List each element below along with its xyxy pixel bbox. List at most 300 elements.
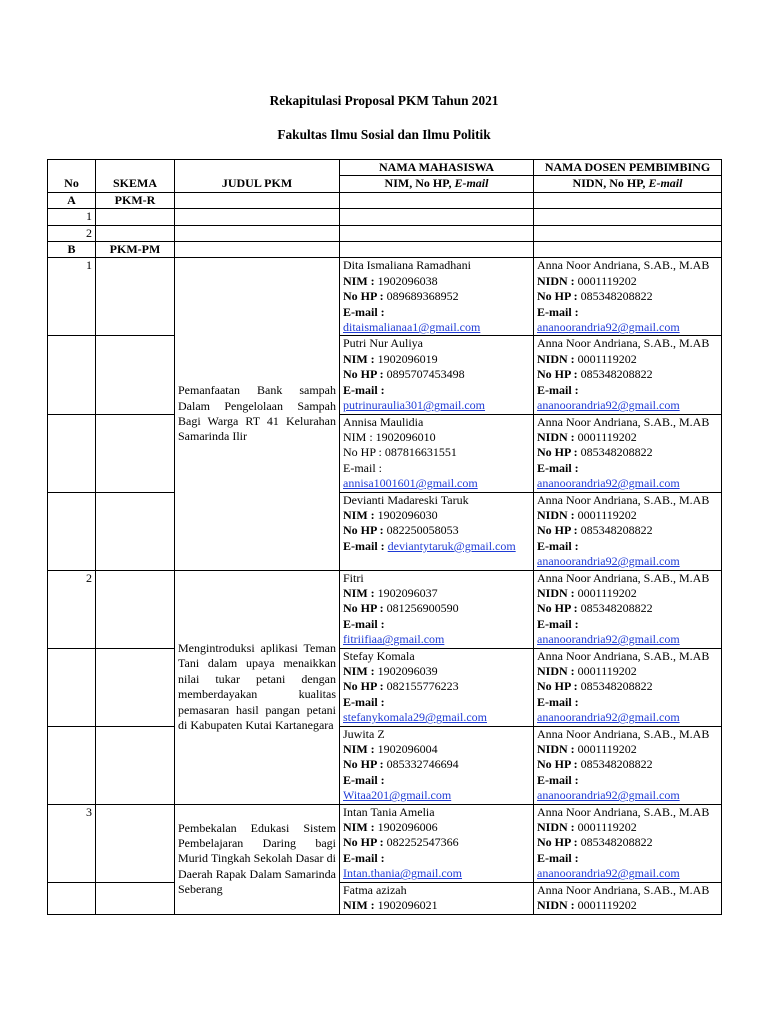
document-subtitle: Fakultas Ilmu Sosial dan Ilmu Politik <box>277 127 491 142</box>
dosen-hp-line <box>537 835 718 850</box>
dosen-cell <box>534 804 722 882</box>
dosen-email-link[interactable]: ananoorandria92@gmail.com <box>537 398 680 413</box>
dosen-name: Anna Noor Andriana, S.AB., M.AB <box>537 726 710 741</box>
dosen-name-line <box>537 649 718 664</box>
student-hp-line <box>343 679 530 694</box>
judul-cell: Mengintroduksi aplikasi Teman Tani dalam upaya menaikkan nilai tukar petani dengan memberdayakan kualitas pemasaran hasil pangan petani di Kabupaten Kutai Kartanegara <box>175 570 340 804</box>
nohp-label: No HP : <box>537 835 581 850</box>
student-email-link[interactable]: putrinuraulia301@gmail.com <box>343 398 486 413</box>
empty-no-cell <box>48 882 96 914</box>
student-email-link[interactable]: deviantytaruk@gmail.com <box>387 538 516 553</box>
student-row <box>48 804 722 882</box>
section-a-item-no: 2 <box>48 225 96 241</box>
dosen-hp: 085348208822 <box>580 289 653 304</box>
student-name-line <box>343 805 530 820</box>
empty-skema-cell <box>96 336 175 414</box>
nohp-label: No HP : <box>343 445 385 460</box>
student-row <box>48 882 722 914</box>
section-a-item-row <box>48 209 722 225</box>
student-row <box>48 570 722 648</box>
dosen-name: Anna Noor Andriana, S.AB., M.AB <box>537 804 710 819</box>
student-nim: 1902096010 <box>375 429 436 444</box>
dosen-nidn-line <box>537 430 718 445</box>
student-hp-line <box>343 601 530 616</box>
dosen-nidn: 0001119202 <box>577 429 637 444</box>
dosen-hp-line <box>537 367 718 382</box>
empty-cell <box>175 192 340 208</box>
group-no: 3 <box>48 804 96 882</box>
student-cell <box>340 882 534 914</box>
student-hp-line <box>343 835 530 850</box>
empty-cell <box>534 225 722 241</box>
dosen-info <box>537 649 718 726</box>
section-a-skema: PKM-R <box>96 192 175 208</box>
empty-cell <box>96 225 175 241</box>
student-hp-line <box>343 367 530 382</box>
dosen-hp: 085348208822 <box>580 835 653 850</box>
dosen-info <box>537 258 718 335</box>
empty-no-cell <box>48 492 96 570</box>
email-label: E-mail : <box>537 304 579 319</box>
student-email-line <box>343 632 530 647</box>
section-a-letter: A <box>48 192 96 208</box>
student-info <box>343 336 530 413</box>
student-nim: 1902096030 <box>377 507 438 522</box>
student-nim-line <box>343 664 530 679</box>
email-label: E-mail : <box>537 460 579 475</box>
header-skema: SKEMA <box>96 160 175 193</box>
student-hp: 082252547366 <box>386 835 459 850</box>
dosen-nidn-line <box>537 664 718 679</box>
email-label: E-mail : <box>343 694 385 709</box>
student-nim-line <box>343 820 530 835</box>
student-name-line <box>343 727 530 742</box>
empty-no-cell <box>48 726 96 804</box>
judul-cell: Pembekalan Edukasi Sistem Pembelajaran Daring bagi Murid Tingkah Sekolah Dasar di Daerah Rapak Dalam Samarinda Seberang <box>175 804 340 914</box>
student-name-line <box>343 649 530 664</box>
student-hp-line <box>343 523 530 538</box>
nohp-label: No HP : <box>537 601 581 616</box>
nidn-label: NIDN : <box>537 898 578 913</box>
nim-label: NIM : <box>343 507 378 522</box>
student-row <box>48 726 722 804</box>
nohp-label: No HP : <box>343 757 387 772</box>
dosen-cell <box>534 492 722 570</box>
nidn-label: NIDN : <box>537 585 578 600</box>
dosen-cell <box>534 570 722 648</box>
student-email-link[interactable]: annisa1001601@gmail.com <box>343 476 478 491</box>
empty-no-cell <box>48 648 96 726</box>
header-no: No <box>48 160 96 193</box>
student-hp: 082250058053 <box>386 523 459 538</box>
email-label: E-mail : <box>343 382 385 397</box>
dosen-nidn: 0001119202 <box>577 273 637 288</box>
student-cell <box>340 726 534 804</box>
student-nim-line <box>343 898 530 913</box>
student-nim: 1902096039 <box>377 664 438 678</box>
student-email-line <box>343 788 530 803</box>
student-email-link[interactable]: stefanykomala29@gmail.com <box>343 710 488 725</box>
empty-cell <box>340 192 534 208</box>
student-name: Annisa Maulidia <box>343 414 424 429</box>
student-nim: 1902096021 <box>377 898 438 913</box>
email-label: E-mail : <box>343 538 388 553</box>
dosen-nidn: 0001119202 <box>577 664 637 678</box>
email-label: E-mail : <box>537 382 579 397</box>
empty-skema-cell <box>96 648 175 726</box>
student-email-label-line <box>343 461 530 476</box>
dosen-email-label-line <box>537 617 718 632</box>
dosen-email-link[interactable]: ananoorandria92@gmail.com <box>537 476 680 491</box>
dosen-name: Anna Noor Andriana, S.AB., M.AB <box>537 570 710 585</box>
student-name: Dita Ismaliana Ramadhani <box>343 258 471 273</box>
nim-label: NIM : <box>343 898 378 913</box>
empty-cell <box>175 242 340 258</box>
dosen-hp-line <box>537 289 718 304</box>
student-name: Putri Nur Auliya <box>343 336 423 351</box>
student-hp-line <box>343 289 530 304</box>
student-nim: 1902096006 <box>377 820 438 835</box>
email-label: E-mail : <box>537 538 579 553</box>
section-b-letter: B <box>48 242 96 258</box>
section-a-item-row <box>48 225 722 241</box>
student-name-line <box>343 493 530 508</box>
student-email-line <box>343 539 530 554</box>
document-title: Rekapitulasi Proposal PKM Tahun 2021 <box>269 93 499 108</box>
dosen-nidn: 0001119202 <box>577 820 637 835</box>
dosen-email-label-line <box>537 851 718 866</box>
nidn-label: NIDN : <box>537 820 578 835</box>
student-hp: 087816631551 <box>384 445 457 460</box>
student-row <box>48 648 722 726</box>
section-a-row <box>48 192 722 208</box>
dosen-nidn: 0001119202 <box>577 585 637 600</box>
nidn-label: NIDN : <box>537 351 578 366</box>
email-label: E-mail : <box>537 772 579 787</box>
student-cell <box>340 414 534 492</box>
student-email-label-line <box>343 695 530 710</box>
dosen-name-line <box>537 571 718 586</box>
student-hp-line <box>343 757 530 772</box>
nohp-label: No HP : <box>537 289 581 304</box>
student-hp: 081256900590 <box>386 601 459 616</box>
empty-cell <box>340 242 534 258</box>
dosen-nidn-line <box>537 820 718 835</box>
header-mahasiswa-sub-email: E-mail <box>454 176 489 191</box>
dosen-email-line <box>537 866 718 881</box>
header-row <box>48 160 722 176</box>
dosen-email-link[interactable]: ananoorandria92@gmail.com <box>537 320 680 335</box>
dosen-cell <box>534 414 722 492</box>
student-hp: 089689368952 <box>386 289 459 304</box>
student-cell <box>340 804 534 882</box>
empty-skema-cell <box>96 882 175 914</box>
dosen-email-label-line <box>537 305 718 320</box>
dosen-hp: 085348208822 <box>580 367 653 382</box>
email-label: E-mail : <box>343 460 382 475</box>
student-email-link[interactable]: fitriifiaa@gmail.com <box>343 632 445 647</box>
dosen-name: Anna Noor Andriana, S.AB., M.AB <box>537 258 710 273</box>
student-name: Fatma azizah <box>343 882 407 897</box>
student-info <box>343 258 530 335</box>
student-row <box>48 414 722 492</box>
empty-skema-cell <box>96 414 175 492</box>
dosen-info <box>537 727 718 804</box>
student-hp: 085332746694 <box>386 757 459 772</box>
dosen-name: Anna Noor Andriana, S.AB., M.AB <box>537 492 710 507</box>
empty-no-cell <box>48 336 96 414</box>
nidn-label: NIDN : <box>537 507 578 522</box>
judul-cell: Pemanfaatan Bank sampah Dalam Pengelolaan Sampah Bagi Warga RT 41 Kelurahan Samarinda Ilir <box>175 258 340 570</box>
dosen-email-label-line <box>537 383 718 398</box>
student-nim-line <box>343 742 530 757</box>
dosen-email-line <box>537 320 718 335</box>
student-email-label-line <box>343 383 530 398</box>
student-hp: 082155776223 <box>386 679 459 694</box>
dosen-hp: 085348208822 <box>580 679 653 694</box>
dosen-email-line <box>537 788 718 803</box>
dosen-cell <box>534 336 722 414</box>
dosen-hp-line <box>537 679 718 694</box>
student-info <box>343 649 530 726</box>
section-b-skema: PKM-PM <box>96 242 175 258</box>
student-row <box>48 258 722 336</box>
nohp-label: No HP : <box>343 523 387 538</box>
empty-skema-cell <box>96 492 175 570</box>
student-nim: 1902096004 <box>377 742 438 757</box>
dosen-email-line <box>537 710 718 725</box>
dosen-info <box>537 571 718 648</box>
student-email-line <box>343 398 530 413</box>
section-a-item-no: 1 <box>48 209 96 225</box>
dosen-name-line <box>537 727 718 742</box>
student-email-label-line <box>343 617 530 632</box>
student-nim-line <box>343 586 530 601</box>
email-label: E-mail : <box>537 850 579 865</box>
dosen-hp: 085348208822 <box>580 757 653 772</box>
proposal-table <box>47 159 722 915</box>
dosen-hp: 085348208822 <box>580 523 653 538</box>
email-label: E-mail : <box>537 694 579 709</box>
email-label: E-mail : <box>343 850 385 865</box>
dosen-email-link[interactable]: ananoorandria92@gmail.com <box>537 866 680 881</box>
dosen-nidn-line <box>537 508 718 523</box>
empty-cell <box>340 209 534 225</box>
student-row <box>48 492 722 570</box>
dosen-hp-line <box>537 523 718 538</box>
student-email-link[interactable]: Witaa201@gmail.com <box>343 788 452 803</box>
student-name-line <box>343 883 530 898</box>
group-no: 1 <box>48 258 96 336</box>
nim-label: NIM : <box>343 351 378 366</box>
dosen-email-link[interactable]: ananoorandria92@gmail.com <box>537 788 680 803</box>
email-label: E-mail : <box>343 772 385 787</box>
empty-cell <box>175 225 340 241</box>
dosen-info <box>537 493 718 570</box>
header-mahasiswa-sub-text: NIM, No HP, <box>384 176 455 191</box>
student-nim: 1902096038 <box>377 273 438 288</box>
nim-label: NIM : <box>343 820 378 835</box>
student-name-line <box>343 415 530 430</box>
student-email-line <box>343 866 530 881</box>
dosen-nidn: 0001119202 <box>577 742 637 757</box>
dosen-name: Anna Noor Andriana, S.AB., M.AB <box>537 882 710 897</box>
dosen-cell <box>534 258 722 336</box>
student-nim-line <box>343 352 530 367</box>
student-cell <box>340 492 534 570</box>
dosen-info <box>537 415 718 492</box>
student-info <box>343 571 530 648</box>
student-name: Juwita Z <box>343 726 385 741</box>
dosen-hp-line <box>537 445 718 460</box>
student-email-line <box>343 320 530 335</box>
dosen-name-line <box>537 493 718 508</box>
dosen-email-line <box>537 398 718 413</box>
student-info <box>343 883 530 914</box>
dosen-nidn-line <box>537 898 718 913</box>
dosen-email-line <box>537 554 718 569</box>
empty-cell <box>534 209 722 225</box>
dosen-name-line <box>537 805 718 820</box>
student-email-label-line <box>343 851 530 866</box>
dosen-hp: 085348208822 <box>580 601 653 616</box>
dosen-email-link[interactable]: ananoorandria92@gmail.com <box>537 632 680 647</box>
dosen-email-line <box>537 632 718 647</box>
nidn-label: NIDN : <box>537 273 578 288</box>
student-name: Devianti Madareski Taruk <box>343 492 469 507</box>
dosen-email-label-line <box>537 539 718 554</box>
header-mahasiswa: NAMA MAHASISWA <box>340 160 534 176</box>
empty-cell <box>340 225 534 241</box>
dosen-info <box>537 883 718 914</box>
nohp-label: No HP : <box>343 601 387 616</box>
nohp-label: No HP : <box>537 679 581 694</box>
email-label: E-mail : <box>343 304 385 319</box>
dosen-email-line <box>537 476 718 491</box>
group-no: 2 <box>48 570 96 648</box>
student-nim: 1902096037 <box>377 585 438 600</box>
dosen-cell <box>534 882 722 914</box>
nidn-label: NIDN : <box>537 429 578 444</box>
dosen-nidn-line <box>537 742 718 757</box>
dosen-nidn: 0001119202 <box>577 351 637 366</box>
dosen-name: Anna Noor Andriana, S.AB., M.AB <box>537 336 710 351</box>
nim-label: NIM : <box>343 664 378 678</box>
header-judul: JUDUL PKM <box>175 160 340 193</box>
empty-no-cell <box>48 414 96 492</box>
student-email-link[interactable]: Intan.thania@gmail.com <box>343 866 463 881</box>
dosen-email-label-line <box>537 695 718 710</box>
student-hp-line <box>343 445 530 460</box>
student-name: Intan Tania Amelia <box>343 804 435 819</box>
student-hp: 0895707453498 <box>386 367 465 382</box>
dosen-hp-line <box>537 601 718 616</box>
dosen-name-line <box>537 883 718 898</box>
student-cell <box>340 648 534 726</box>
dosen-name-line <box>537 336 718 351</box>
nim-label: NIM : <box>343 585 378 600</box>
dosen-name: Anna Noor Andriana, S.AB., M.AB <box>537 414 710 429</box>
empty-cell <box>534 192 722 208</box>
student-cell <box>340 336 534 414</box>
empty-cell <box>175 209 340 225</box>
dosen-name-line <box>537 258 718 273</box>
dosen-cell <box>534 726 722 804</box>
dosen-email-label-line <box>537 461 718 476</box>
dosen-info <box>537 805 718 882</box>
empty-skema-cell <box>96 258 175 336</box>
header-dosen-sub <box>534 176 722 192</box>
nidn-label: NIDN : <box>537 664 578 678</box>
dosen-email-link[interactable]: ananoorandria92@gmail.com <box>537 554 680 569</box>
header-dosen: NAMA DOSEN PEMBIMBING <box>534 160 722 176</box>
student-nim-line <box>343 508 530 523</box>
header-mahasiswa-sub <box>340 176 534 192</box>
student-info <box>343 493 530 555</box>
student-info <box>343 727 530 804</box>
section-b-row <box>48 242 722 258</box>
student-cell <box>340 258 534 336</box>
student-email-link[interactable]: ditaismalianaa1@gmail.com <box>343 320 481 335</box>
dosen-nidn-line <box>537 274 718 289</box>
student-nim-line <box>343 430 530 445</box>
dosen-info <box>537 336 718 413</box>
nidn-label: NIDN : <box>537 742 578 757</box>
student-email-line <box>343 710 530 725</box>
empty-skema-cell <box>96 804 175 882</box>
nohp-label: No HP : <box>343 367 387 382</box>
student-cell <box>340 570 534 648</box>
nim-label: NIM : <box>343 429 376 444</box>
student-name-line <box>343 571 530 586</box>
email-label: E-mail : <box>343 616 385 631</box>
dosen-cell <box>534 648 722 726</box>
student-name: Fitri <box>343 570 364 585</box>
student-row <box>48 336 722 414</box>
dosen-nidn-line <box>537 352 718 367</box>
header-dosen-sub-email: E-mail <box>648 176 683 191</box>
student-info <box>343 415 530 492</box>
student-email-label-line <box>343 305 530 320</box>
empty-cell <box>96 209 175 225</box>
dosen-email-label-line <box>537 773 718 788</box>
dosen-nidn: 0001119202 <box>577 898 637 913</box>
dosen-email-link[interactable]: ananoorandria92@gmail.com <box>537 710 680 725</box>
dosen-name: Anna Noor Andriana, S.AB., M.AB <box>537 648 710 663</box>
nohp-label: No HP : <box>343 835 387 850</box>
dosen-name-line <box>537 415 718 430</box>
student-info <box>343 805 530 882</box>
empty-cell <box>534 242 722 258</box>
nohp-label: No HP : <box>537 523 581 538</box>
nim-label: NIM : <box>343 273 378 288</box>
nohp-label: No HP : <box>343 289 387 304</box>
dosen-nidn-line <box>537 586 718 601</box>
student-email-line <box>343 476 530 491</box>
student-name-line <box>343 336 530 351</box>
student-email-label-line <box>343 773 530 788</box>
nohp-label: No HP : <box>537 367 581 382</box>
dosen-nidn: 0001119202 <box>577 507 637 522</box>
email-label: E-mail : <box>537 616 579 631</box>
header-dosen-sub-text: NIDN, No HP, <box>572 176 649 191</box>
student-nim-line <box>343 274 530 289</box>
nohp-label: No HP : <box>537 445 581 460</box>
empty-skema-cell <box>96 570 175 648</box>
student-name: Stefay Komala <box>343 648 415 663</box>
nohp-label: No HP : <box>537 757 581 772</box>
dosen-hp-line <box>537 757 718 772</box>
